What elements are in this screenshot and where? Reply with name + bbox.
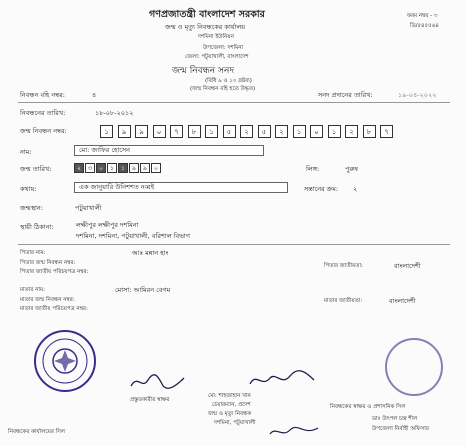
reg-digit-cell: ৮: [188, 125, 201, 138]
reg-digit-cell: ৭: [170, 125, 183, 138]
sex-value: পুরুষ: [345, 165, 358, 173]
reg-digit-cell: ৮: [363, 125, 376, 138]
right-officer-title: উপজেলা নির্বাহী অফিসার: [372, 426, 429, 432]
dob-digit-cell: ২: [74, 163, 84, 173]
reg-digit-cell: ১: [205, 125, 218, 138]
reg-date-label: নিবন্ধনের তারিখ:: [20, 109, 66, 117]
reg-digit-cell: ১: [328, 125, 341, 138]
dob-words-value: এক জানুয়ারি উনিশশত নব্বই: [79, 183, 155, 191]
divider: [18, 244, 450, 245]
officer-title: চেয়ারম্যান, প্রদেশ: [212, 402, 251, 408]
reg-digit-cell: ২: [345, 125, 358, 138]
govt-title: গণপ্রজাতন্ত্রী বাংলাদেশ সরকার: [149, 9, 265, 20]
reg-digit-cell: ৯: [135, 125, 148, 138]
father-name-value: আঃ মন্নান হাং: [132, 249, 169, 257]
address-line-1: লক্ষীপুর লক্ষীপুর দশমিনা: [76, 221, 139, 229]
form-code: ডি/৫৪৫৫৬৪: [410, 23, 439, 29]
mother-nid-label: মাতার জাতীয় পরিচয়পত্র নম্বর:: [20, 306, 88, 312]
reg-digit-cell: ২: [275, 125, 288, 138]
book-no-label: নিবন্ধন বহি নম্বর:: [20, 91, 65, 99]
dob-digit-cell: ৯: [140, 163, 150, 173]
union-line: দশমিনা ইউনিয়ন: [198, 34, 234, 40]
dob-words-field: [74, 182, 288, 193]
left-seal: [34, 330, 96, 392]
dob-digit-cell: ০: [96, 163, 106, 173]
right-officer-name: ডাঃ উৎপল চন্দ্র শীল: [372, 416, 418, 422]
reg-digit-cell: ১: [100, 125, 113, 138]
dob-digit-cell: ১: [118, 163, 128, 173]
certificate-rule: (বিধি ৯ ও ১০ দ্রষ্টব্য): [205, 78, 252, 84]
reg-date-value: ১৮-০৮-২০১২: [95, 109, 134, 117]
mother-nationality-label: মাতার জাতীয়তা:: [324, 298, 363, 304]
reg-digit-cell: ১: [293, 125, 306, 138]
address-line-2: দশমিনা, দশমিনা, পটুয়াখালী, বরিশাল বিভাগ: [76, 232, 191, 240]
birth-reg-no-label: জন্ম নিবন্ধন নম্বর:: [20, 127, 67, 135]
father-reg-label: পিতার জন্ম নিবন্ধন নম্বর:: [20, 260, 76, 266]
birth-order-label: সন্তানের ক্রম:: [304, 185, 339, 193]
name-field: [74, 145, 264, 156]
officer-line-2: জন্ম ও মৃত্যু নিবন্ধক: [208, 411, 252, 417]
reg-digit-cell: ৭: [380, 125, 393, 138]
father-nid-label: পিতার জাতীয় পরিচয়পত্র নম্বর:: [20, 269, 89, 275]
father-nationality-value: বাংলাদেশী: [394, 262, 421, 270]
reg-digit-cell: ৯: [118, 125, 131, 138]
bottom-signature-icon: [268, 424, 320, 440]
preparer-caption: প্রস্তুতকারীর স্বাক্ষর: [130, 397, 170, 403]
birthplace-label: জন্মস্থান:: [20, 204, 43, 212]
certificate-title: জন্ম নিবন্ধন সনদ: [172, 66, 235, 76]
mother-name-value: মোসা: আমিরন বেগম: [115, 286, 171, 294]
dob-digit-cell: ০: [151, 163, 161, 173]
reg-digit-cell: ৫: [223, 125, 236, 138]
right-seal: [385, 338, 443, 396]
divider: [18, 102, 450, 103]
father-name-label: পিতার নাম:: [20, 250, 46, 256]
mother-name-label: মাতার নাম:: [20, 287, 45, 293]
father-nationality-label: পিতার জাতীয়তা:: [324, 263, 363, 269]
district-line: জেলা: পটুয়াখালী, বাংলাদেশ: [185, 54, 249, 60]
upazila-line: উপজেলা: দশমিনা: [203, 45, 244, 51]
issue-date-label: সনদ প্রদানের তারিখ:: [318, 91, 373, 99]
officer-name: মো: শাহজাহান খান: [208, 393, 251, 399]
dob-digit-cell: ৩: [85, 163, 95, 173]
book-no-value: ৪: [92, 91, 97, 99]
issue-date-value: ১৯-০৪-২০২২: [398, 91, 437, 99]
name-label: নাম:: [20, 148, 32, 156]
dob-digit-cell: ৯: [129, 163, 139, 173]
birth-order-value: ২: [353, 185, 358, 193]
office-seal-caption: নিবন্ধকের কার্যালয়ের সিল: [8, 429, 65, 435]
birthplace-value: পটুয়াখালী: [75, 204, 102, 212]
officer-line-3: দশমিনা, পটুয়াখালী: [214, 420, 256, 426]
sex-label: লিঙ্গ:: [306, 165, 320, 173]
name-value: মো: জাফির হোসেন: [79, 146, 131, 154]
reg-digit-cell: ৫: [258, 125, 271, 138]
seal-emblem-icon: [36, 332, 94, 390]
certificate-source: (জন্ম নিবন্ধন বহি হতে উদ্ধৃত): [190, 86, 256, 92]
mother-nationality-value: বাংলাদেশী: [389, 297, 416, 305]
office-line: জন্ম ও মৃত্যু নিবন্ধকের কার্যালয়: [165, 23, 246, 31]
mother-reg-label: মাতার জন্ম নিবন্ধন নম্বর:: [20, 297, 75, 303]
reg-digit-cell: ০: [153, 125, 166, 138]
address-label: স্থায়ী ঠিকানা:: [20, 223, 54, 231]
registrar-signature-icon: [248, 368, 316, 390]
dob-digit-cell: ১: [107, 163, 117, 173]
registrar-caption: নিবন্ধকের স্বাক্ষর ও প্রশাসনিক সিল: [330, 404, 406, 410]
reg-digit-cell: ০: [310, 125, 323, 138]
form-number: ফরম নম্বর - ৩: [407, 13, 438, 19]
dob-words-label: কথায়:: [20, 185, 37, 193]
dob-label: জন্ম তারিখ:: [20, 165, 52, 173]
preparer-signature-icon: [128, 372, 188, 392]
reg-digit-cell: ২: [240, 125, 253, 138]
